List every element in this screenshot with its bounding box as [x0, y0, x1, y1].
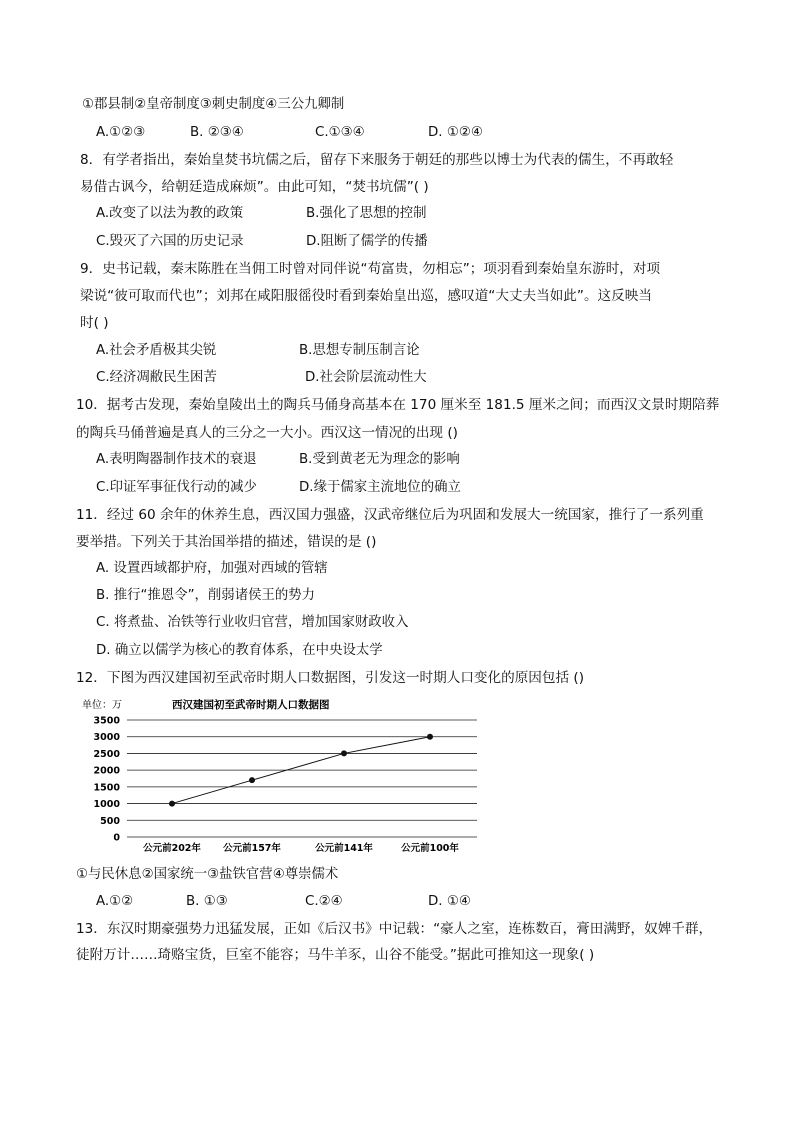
q7-option-d: D. ①②④	[428, 125, 483, 140]
q9-stem-line1: 9．史书记载，秦末陈胜在当佣工时曾对同伴说“苟富贵，勿相忘”；项羽看到秦始皇东游时，对项	[80, 261, 661, 277]
chart-title: 西汉建国初至武帝时期人口数据图	[172, 699, 330, 711]
chart-y-tick-labels	[94, 716, 121, 844]
chart-x-tick-labels	[143, 842, 459, 854]
chart-y-tick-label: 1000	[93, 799, 120, 811]
chart-y-tick-label: 3500	[93, 715, 120, 727]
q9-option-c: C.经济凋敝民生困苦	[96, 370, 217, 385]
q10-option-c: C.印证军事征伐行动的减少	[96, 480, 257, 495]
q7-option-c: C.①③④	[315, 125, 365, 140]
q12-option-c: C.②④	[305, 894, 343, 909]
q12-option-d: D. ①④	[428, 894, 471, 909]
q10-option-a: A.表明陶器制作技术的衰退	[96, 452, 257, 467]
q7-items: ①郡县制②皇帝制度③刺史制度④三公九卿制	[82, 97, 345, 112]
chart-y-tick-label: 500	[100, 815, 120, 827]
q12-stem-line1: 12．下图为西汉建国初至武帝时期人口数据图，引发这一时期人口变化的原因包括 ()	[76, 670, 585, 686]
chart-x-tick-label: 公元前202年	[143, 843, 201, 854]
q10-stem-line1: 10．据考古发现，秦始皇陵出土的陶兵马俑身高基本在 170 厘米至 181.5 厘米之间；而西汉文景时期陪葬	[76, 397, 720, 413]
q7-option-b: B. ②③④	[190, 125, 244, 140]
chart-y-tick-label: 2000	[93, 765, 120, 777]
chart-y-tick-label: 2500	[93, 748, 120, 760]
q9-option-b: B.思想专制压制言论	[299, 343, 420, 358]
chart-y-tick-label: 3000	[93, 732, 120, 744]
q8-stem-line2: 易借古讽今，给朝廷造成麻烦”。由此可知，“焚书坑儒”( )	[80, 179, 429, 195]
chart-y-tick-label: 0	[113, 832, 120, 844]
q11-option-d: D. 确立以儒学为核心的教育体系，在中央设太学	[96, 643, 383, 658]
q11-option-b: B. 推行“推恩令”，削弱诸侯王的势力	[96, 588, 316, 603]
q9-option-a: A.社会矛盾极其尖锐	[96, 343, 217, 358]
q12-items: ①与民休息②国家统一③盐铁官营④尊崇儒术	[76, 867, 339, 882]
chart-y-tick-label: 1500	[93, 782, 120, 794]
q9-stem-line2: 梁说“彼可取而代也”；刘邦在咸阳服徭役时看到秦始皇出巡，感叹道“大丈夫当如此”。这反映当	[80, 288, 652, 304]
q11-stem-line2: 要举措。下列关于其治国举措的描述，错误的是 ()	[76, 534, 377, 550]
q12-option-b: B. ①③	[186, 894, 228, 909]
chart-x-tick-label: 公元前100年	[401, 843, 459, 854]
q10-stem-line2: 的陶兵马俑普遍是真人的三分之一大小。西汉这一情况的出现 ()	[76, 425, 458, 441]
q11-stem-line1: 11．经过 60 余年的休养生息，西汉国力强盛，汉武帝继位后为巩固和发展大一统国家，推行了一系列重	[76, 507, 704, 523]
q13-stem-line2: 徒附万计……琦赂宝货，巨室不能容；马牛羊豕，山谷不能受。”据此可推知这一现象( )	[76, 947, 595, 963]
chart-x-tick-label: 公元前157年	[223, 843, 281, 854]
q8-stem-line1: 8．有学者指出，秦始皇焚书坑儒之后，留存下来服务于朝廷的那些以博士为代表的儒生，不再敢轻	[80, 152, 674, 168]
q10-option-b: B.受到黄老无为理念的影响	[299, 452, 460, 467]
q8-option-d: D.阻断了儒学的传播	[306, 234, 428, 249]
q8-option-b: B.强化了思想的控制	[306, 206, 427, 221]
chart-point	[169, 801, 175, 807]
chart-point	[427, 734, 433, 740]
q9-stem-line3: 时( )	[80, 315, 109, 331]
q9-option-d: D.社会阶层流动性大	[305, 370, 427, 385]
q10-option-d: D.缘于儒家主流地位的确立	[299, 480, 461, 495]
population-line-chart	[82, 696, 482, 856]
chart-point	[249, 777, 255, 783]
q11-option-c: C. 将煮盐、冶铁等行业收归官营，增加国家财政收入	[96, 615, 409, 630]
q13-stem-line1: 13．东汉时期豪强势力迅猛发展，正如《后汉书》中记载：“豪人之室，连栋数百，膏田满野，奴婢千群，	[76, 921, 713, 937]
q11-option-a: A. 设置西域都护府，加强对西域的管辖	[96, 561, 328, 576]
q12-option-a: A.①②	[96, 894, 134, 909]
chart-unit-label: 单位：万	[82, 700, 122, 711]
chart-point	[341, 750, 347, 756]
q8-option-a: A.改变了以法为教的政策	[96, 206, 244, 221]
chart-x-tick-label: 公元前141年	[315, 843, 373, 854]
q7-option-a: A.①②③	[96, 125, 146, 140]
q8-option-c: C.毁灭了六国的历史记录	[96, 234, 244, 249]
